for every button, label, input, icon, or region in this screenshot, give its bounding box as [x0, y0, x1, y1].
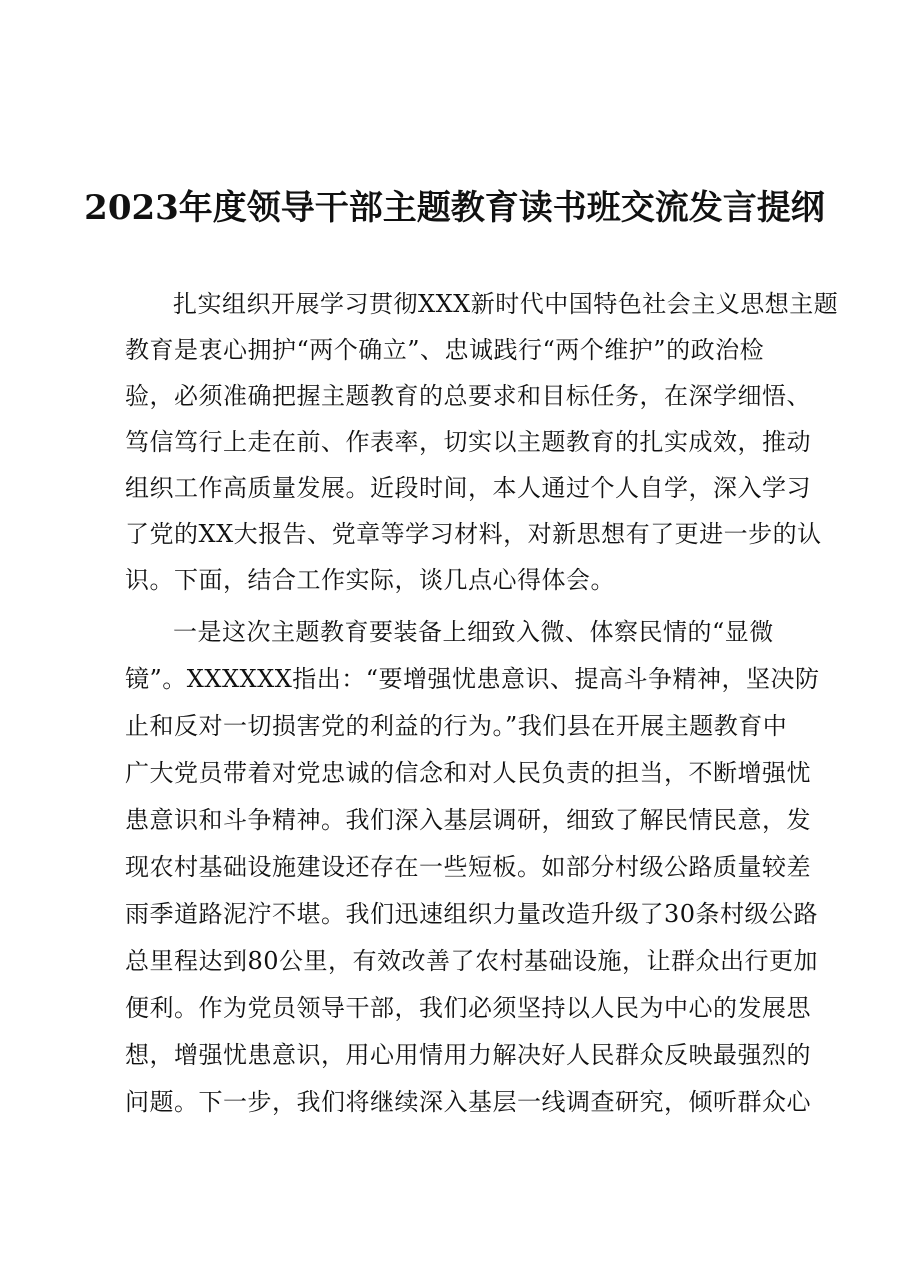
paragraph1-line: 识。下面，结合工作实际，谈几点心得体会。: [125, 566, 615, 594]
paragraph2-line: 便利。作为党员领导干部，我们必须坚持以人民为中心的发展思: [125, 994, 811, 1022]
paragraph2-line: 止和反对一切损害党的利益的行为。”我们县在开展主题教育中: [125, 712, 788, 740]
paragraph2-line: 总里程达到80公里，有效改善了农村基础设施，让群众出行更加: [125, 947, 819, 975]
paragraph1-line: 扎实组织开展学习贯彻XXX新时代中国特色社会主义思想主题: [173, 290, 839, 318]
paragraph2-line: 现农村基础设施建设还存在一些短板。如部分村级公路质量较差: [125, 853, 811, 881]
paragraph1-line: 笃信笃行上走在前、作表率，切实以主题教育的扎实成效，推动: [125, 428, 811, 456]
paragraph1-line: 验，必须准确把握主题教育的总要求和目标任务，在深学细悟、: [125, 382, 811, 410]
paragraph2-line: 想，增强忧患意识，用心用情用力解决好人民群众反映最强烈的: [125, 1041, 811, 1069]
paragraph1-line: 了党的XX大报告、党章等学习材料，对新思想有了更进一步的认: [125, 520, 822, 548]
paragraph2-line: 雨季道路泥泞不堪。我们迅速组织力量改造升级了30条村级公路: [125, 900, 819, 928]
paragraph2-line: 一是这次主题教育要装备上细致入微、体察民情的“显微: [173, 618, 774, 646]
paragraph1-line: 组织工作高质量发展。近段时间，本人通过个人自学，深入学习: [125, 474, 811, 502]
paragraph2-line: 镜”。XXXXXX指出：“要增强忧患意识、提高斗争精神，坚决防: [125, 665, 820, 693]
document-title: 2023年度领导干部主题教育读书班交流发言提纲: [84, 188, 825, 228]
paragraph2-line: 患意识和斗争精神。我们深入基层调研，细致了解民情民意，发: [125, 806, 811, 834]
paragraph2-line: 问题。下一步，我们将继续深入基层一线调查研究，倾听群众心: [125, 1088, 811, 1116]
paragraph1-line: 教育是衷心拥护“两个确立”、忠诚践行“两个维护”的政治检: [125, 336, 765, 364]
paragraph2-line: 广大党员带着对党忠诚的信念和对人民负责的担当，不断增强忧: [125, 759, 811, 787]
